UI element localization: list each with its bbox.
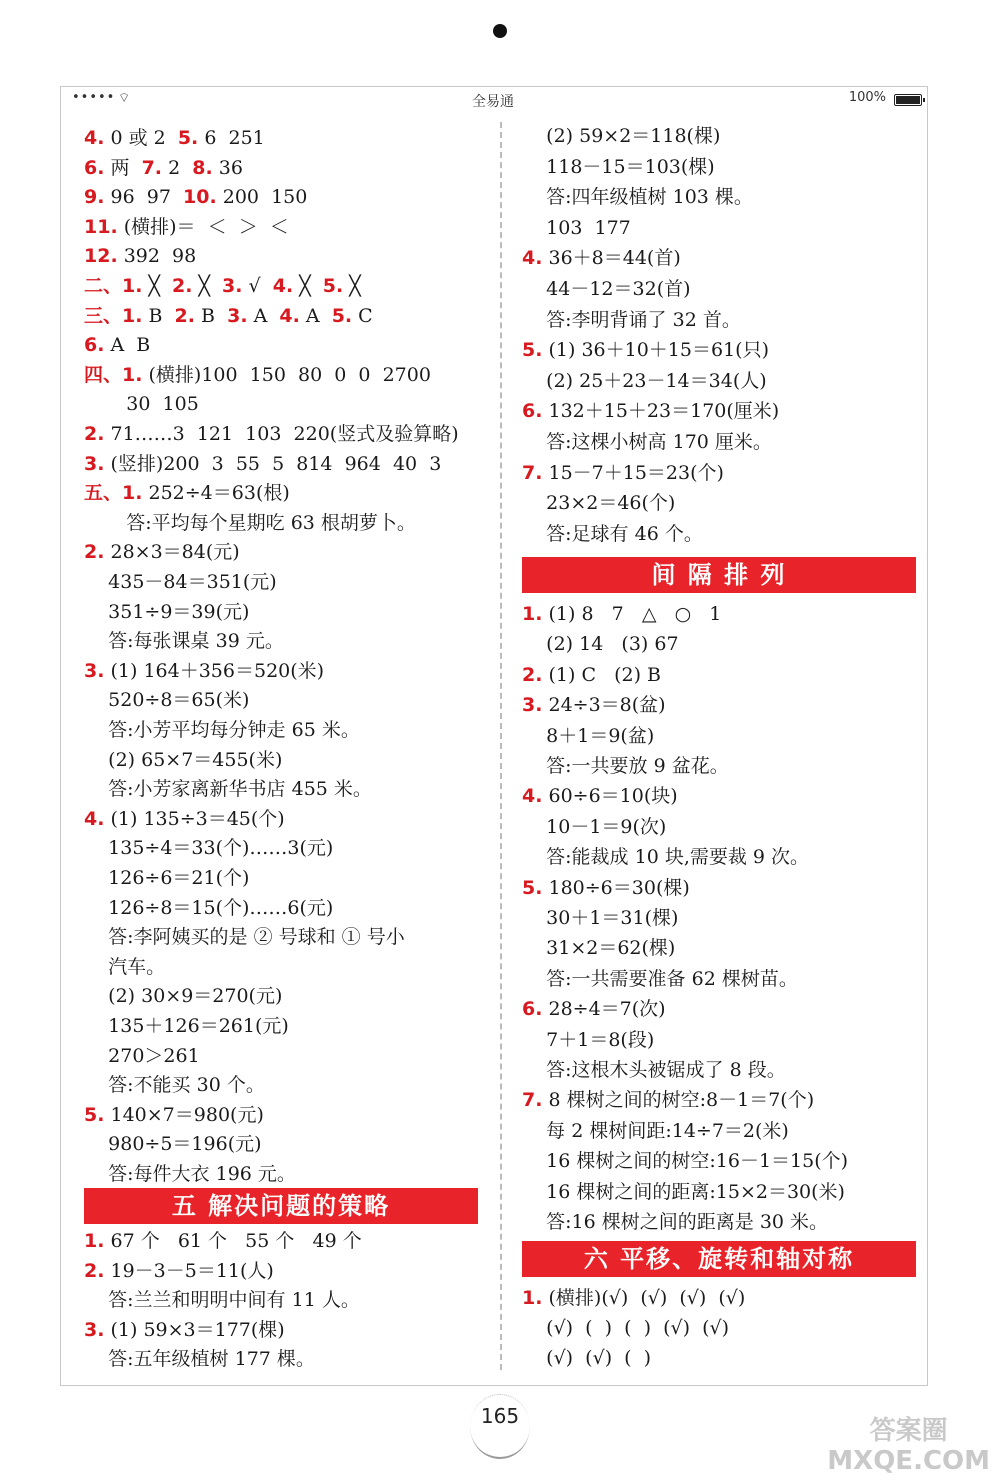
answer-text: A	[247, 304, 280, 327]
answer-text: 140×7＝980(元)	[104, 1103, 264, 1126]
answer-text: C	[352, 304, 373, 327]
section-banner-transform: 六 平移、旋转和轴对称	[522, 1241, 916, 1277]
question-number: 6.	[84, 156, 105, 179]
question-number: 2.	[84, 423, 105, 445]
answer-line	[522, 185, 753, 209]
answer-text: 30 105	[84, 393, 199, 416]
answer-line	[84, 1103, 264, 1127]
question-number: 3.	[84, 659, 105, 682]
answer-line	[522, 1346, 651, 1370]
answer-line	[522, 876, 690, 900]
answer-line	[84, 570, 277, 594]
question-number: 3.	[84, 452, 105, 475]
answer-text: 8 棵树之间的树空:8－1＝7(个)	[542, 1089, 815, 1112]
answer-line	[522, 1058, 786, 1082]
answer-line	[84, 274, 361, 298]
question-number: 4.	[84, 127, 105, 149]
answer-line	[84, 1073, 265, 1097]
question-number: 6.	[522, 998, 543, 1021]
answer-line	[84, 156, 243, 180]
answer-text: 答:平均每个星期吃 63 根胡萝卜。	[84, 511, 416, 534]
answer-text: 67 个 61 个 55 个 49 个	[104, 1230, 362, 1252]
answer-line	[84, 452, 441, 476]
question-number: 5.	[522, 339, 543, 362]
answer-line	[522, 754, 729, 778]
answer-line	[522, 724, 654, 748]
answer-text: ╳	[142, 275, 173, 297]
answer-line	[84, 1162, 296, 1186]
answer-line	[522, 246, 681, 270]
question-number: 2.	[172, 275, 193, 297]
answer-text: (2) 30×9＝270(元)	[84, 985, 283, 1008]
answer-text: 96 97	[104, 186, 184, 209]
answer-text: 答:不能买 30 个。	[84, 1074, 265, 1097]
answer-text: (1) 8 7 △ ○ 1	[542, 603, 722, 625]
answer-line	[84, 1288, 360, 1312]
answer-line	[522, 1316, 729, 1340]
answer-line	[522, 1180, 845, 1204]
answer-line	[84, 363, 431, 387]
answer-line	[522, 1028, 654, 1052]
signal-icon: •••••	[72, 90, 116, 105]
answer-text: 6 251	[198, 127, 265, 149]
answer-text: B	[142, 304, 175, 327]
answer-text: (横排)100 150 80 0 0 2700	[142, 363, 431, 386]
answer-text: 答:一共要放 9 盆花。	[522, 755, 729, 777]
answer-text: ╳	[343, 275, 361, 297]
question-number: 2.	[522, 663, 543, 686]
answer-line	[84, 333, 150, 357]
answer-text: 答:每件大衣 196 元。	[84, 1163, 296, 1185]
answer-line	[522, 1149, 848, 1173]
answer-text: 8＋1＝9(盆)	[522, 724, 655, 747]
section-banner-strategy: 五 解决问题的策略	[84, 1188, 478, 1224]
answer-text: 252÷4＝63(根)	[142, 482, 290, 505]
answer-text: 28÷4＝7(次)	[542, 998, 666, 1021]
answer-line	[84, 1229, 362, 1253]
answer-line	[522, 845, 809, 869]
answer-line	[522, 491, 675, 515]
answer-text: (竖排)200 3 55 5 814 964 40 3	[104, 452, 442, 475]
question-number: 6.	[522, 400, 543, 423]
answer-text: 答:这根木头被锯成了 8 段。	[522, 1059, 786, 1081]
question-number: 4.	[272, 275, 294, 297]
question-number: 五、1.	[84, 482, 143, 505]
page-number: 165	[480, 1404, 520, 1428]
answer-text: 答:李明背诵了 32 首。	[522, 308, 741, 331]
answer-text: 两	[104, 156, 142, 179]
answer-line	[84, 511, 416, 535]
camera-dot	[493, 24, 507, 38]
column-divider	[500, 122, 502, 1370]
answer-text: 71……3 121 103 220(竖式及验算略)	[104, 423, 459, 445]
battery-percent: 100%	[848, 90, 886, 105]
app-title: 全易通	[472, 94, 514, 110]
question-number: 9.	[84, 186, 105, 209]
answer-line	[522, 277, 691, 301]
answer-line	[84, 1259, 274, 1283]
answer-text: 7＋1＝8(段)	[522, 1028, 655, 1051]
answer-line	[522, 602, 721, 626]
question-number: 三、1.	[84, 304, 143, 327]
answer-line	[522, 815, 666, 839]
answer-text: 每 2 棵树间距:14÷7＝2(米)	[522, 1119, 789, 1142]
answer-line	[84, 185, 307, 209]
wifi-icon: ⌔	[118, 91, 131, 106]
answer-text: √	[242, 275, 273, 297]
answer-text: 答:小芳平均每分钟走 65 米。	[84, 719, 360, 741]
question-number: 1.	[84, 1230, 105, 1252]
question-number: 7.	[522, 1089, 543, 1112]
answer-line	[84, 1318, 285, 1342]
answer-line	[84, 215, 289, 239]
question-number: 7.	[522, 461, 543, 484]
answer-line	[522, 155, 715, 179]
question-number: 1.	[522, 603, 543, 625]
answer-text: 36＋8＝44(首)	[542, 247, 681, 270]
answer-text: 15－7＋15＝23(个)	[542, 461, 724, 484]
answer-text: 44－12＝32(首)	[522, 278, 691, 300]
answer-text: (2) 65×7＝455(米)	[84, 748, 283, 771]
answer-text: 180÷6＝30(棵)	[542, 876, 690, 899]
answer-line	[84, 392, 199, 416]
answer-line	[84, 688, 249, 712]
question-number: 3.	[84, 1318, 105, 1341]
answer-text: 126÷8＝15(个)……6(元)	[84, 896, 334, 919]
answer-line	[84, 659, 324, 683]
question-number: 2.	[84, 1259, 105, 1282]
answer-line	[84, 126, 265, 150]
answer-line	[84, 866, 249, 890]
answer-text: 0 或 2	[104, 127, 178, 149]
answer-text: (1) C (2) B	[542, 663, 662, 686]
answer-text: (√) ( ) ( ) (√) (√)	[522, 1317, 730, 1339]
answer-text: 28×3＝84(元)	[104, 541, 240, 564]
answer-text: 270＞261	[84, 1044, 200, 1067]
answer-text: 24÷3＝8(盆)	[542, 694, 666, 717]
answer-text: 36	[212, 156, 243, 179]
answer-text: 435－84＝351(元)	[84, 571, 277, 593]
answer-line	[84, 896, 333, 920]
question-number: 5.	[522, 876, 543, 899]
answer-line	[522, 784, 678, 808]
answer-text: 520÷8＝65(米)	[84, 689, 250, 712]
answer-line	[84, 748, 282, 772]
question-number: 3.	[227, 304, 248, 327]
answer-text: 980÷5＝196(元)	[84, 1133, 262, 1156]
answer-text: 答:李阿姨买的是 ② 号球和 ① 号小	[84, 926, 405, 949]
answer-line	[522, 338, 769, 362]
answer-line	[522, 1119, 789, 1143]
answer-line	[84, 777, 372, 801]
answer-line	[522, 967, 798, 991]
question-number: 11.	[84, 215, 118, 238]
answer-text: 2	[162, 156, 193, 179]
answer-line	[522, 369, 767, 393]
answer-line	[84, 955, 165, 979]
answer-line	[84, 1044, 200, 1068]
answer-line	[84, 540, 240, 564]
section-banner-interval: 间 隔 排 列	[522, 557, 916, 593]
question-number: 7.	[141, 156, 163, 179]
answer-text: 答:兰兰和明明中间有 11 人。	[84, 1289, 360, 1312]
answer-line	[522, 522, 703, 546]
question-number: 3.	[222, 275, 243, 297]
answer-line	[522, 693, 666, 717]
answer-text: (1) 164＋356＝520(米)	[104, 659, 325, 682]
answer-text: (横排)＝ ＜ ＞ ＜	[117, 215, 289, 238]
answer-line	[522, 997, 666, 1021]
answer-text: 答:一共需要准备 62 棵树苗。	[522, 967, 798, 990]
answer-text: 132＋15＋23＝170(厘米)	[542, 400, 780, 423]
answer-line	[522, 430, 772, 454]
question-number: 5.	[322, 275, 344, 297]
question-number: 2.	[174, 304, 195, 327]
answer-text: 200 150	[216, 186, 308, 209]
question-number: 1.	[522, 1287, 543, 1309]
answer-text: 答:这棵小树高 170 厘米。	[522, 431, 772, 453]
answer-text: 392 98	[117, 245, 197, 268]
answer-text: 答:每张课桌 39 元。	[84, 630, 284, 653]
answer-text: 答:小芳家离新华书店 455 米。	[84, 778, 372, 801]
question-number: 4.	[279, 304, 300, 327]
answer-text: ╳	[192, 275, 223, 297]
answer-line	[522, 1088, 814, 1112]
question-number: 5.	[177, 127, 199, 149]
answer-line	[84, 718, 360, 742]
question-number: 8.	[192, 156, 213, 179]
answer-text: 10－1＝9(次)	[522, 815, 667, 838]
question-number: 10.	[183, 186, 217, 209]
question-number: 4.	[84, 807, 105, 830]
answer-text: 135÷4＝33(个)……3(元)	[84, 837, 334, 860]
answer-text: 答:能裁成 10 块,需要裁 9 次。	[522, 846, 810, 869]
answer-text: 16 棵树之间的距离:15×2＝30(米)	[522, 1180, 845, 1203]
answer-text: 答:五年级植树 177 棵。	[84, 1348, 315, 1371]
question-number: 5.	[84, 1103, 105, 1126]
question-number: 3.	[522, 694, 543, 717]
answer-text: (横排)(√) (√) (√) (√)	[542, 1287, 746, 1309]
answer-line	[84, 925, 405, 949]
answer-text: 答:足球有 46 个。	[522, 522, 703, 545]
answer-line	[522, 124, 720, 148]
answer-text: (1) 135÷3＝45(个)	[104, 807, 285, 830]
answer-text: (2) 59×2＝118(棵)	[522, 125, 721, 147]
answer-text: (1) 59×3＝177(棵)	[104, 1318, 285, 1341]
answer-text: 60÷6＝10(块)	[542, 785, 678, 808]
answer-text: 汽车。	[84, 955, 166, 978]
answer-text: 30＋1＝31(棵)	[522, 907, 679, 929]
status-bar	[60, 90, 926, 112]
answer-line	[522, 216, 631, 240]
question-number: 四、1.	[84, 363, 143, 386]
answer-line	[522, 936, 675, 960]
question-number: 5.	[331, 304, 353, 327]
answer-line	[84, 244, 196, 268]
answer-line	[84, 1347, 315, 1371]
answer-text: 31×2＝62(棵)	[522, 937, 676, 960]
answer-text: 351÷9＝39(元)	[84, 600, 250, 623]
answer-line	[84, 984, 282, 1008]
answer-line	[84, 304, 373, 328]
answer-text: 135＋126＝261(元)	[84, 1015, 289, 1037]
answer-line	[84, 1014, 289, 1038]
answer-text: 16 棵树之间的树空:16－1＝15(个)	[522, 1150, 849, 1173]
answer-line	[84, 807, 285, 831]
answer-line	[522, 399, 779, 423]
answer-text: 19－3－5＝11(人)	[104, 1259, 274, 1282]
answer-text: (1) 36＋10＋15＝61(只)	[542, 339, 769, 362]
battery-icon	[894, 94, 922, 106]
question-number: 2.	[84, 541, 105, 564]
answer-line	[84, 629, 284, 653]
answer-text: A	[299, 304, 332, 327]
answer-text: 答:四年级植树 103 棵。	[522, 186, 753, 209]
answer-line	[522, 663, 661, 687]
answer-line	[84, 836, 333, 860]
answer-text: A B	[104, 334, 151, 357]
question-number: 12.	[84, 245, 118, 268]
answer-text: B	[195, 304, 228, 327]
answer-line	[84, 600, 249, 624]
answer-text: (2) 14 (3) 67	[522, 633, 679, 656]
question-number: 4.	[522, 247, 543, 270]
answer-line	[522, 461, 724, 485]
answer-line	[522, 906, 678, 930]
question-number: 二、1.	[84, 275, 143, 297]
answer-line	[84, 422, 459, 446]
answer-line	[522, 1210, 828, 1234]
answer-line	[522, 308, 741, 332]
watermark-logo: 答案圈 MXQE.COM	[827, 1416, 990, 1476]
answer-text: 103 177	[522, 216, 631, 239]
answer-text: (√) (√) ( )	[522, 1347, 652, 1369]
answer-line	[84, 1132, 262, 1156]
answer-line	[522, 632, 679, 656]
answer-text: ╳	[293, 275, 323, 297]
question-number: 4.	[522, 785, 543, 808]
answer-text: 23×2＝46(个)	[522, 492, 676, 515]
answer-line	[522, 1286, 745, 1310]
answer-text: 118－15＝103(棵)	[522, 155, 715, 178]
answer-text: 126÷6＝21(个)	[84, 867, 250, 889]
answer-text: 答:16 棵树之间的距离是 30 米。	[522, 1211, 829, 1233]
answer-text: (2) 25＋23－14＝34(人)	[522, 369, 767, 392]
question-number: 6.	[84, 334, 105, 357]
answer-line	[84, 481, 290, 505]
